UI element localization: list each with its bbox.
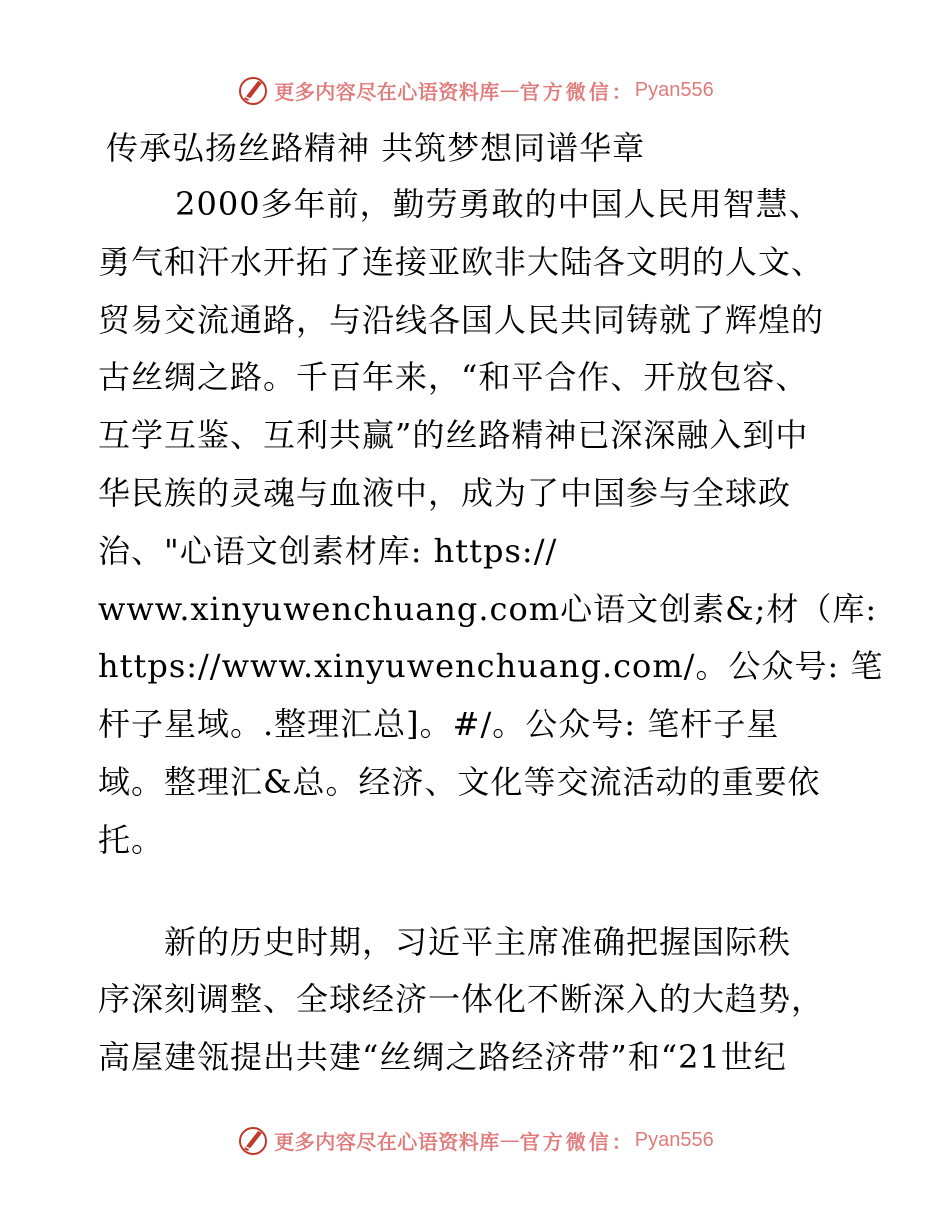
text-line: 互学互鉴、互利共赢”的丝路精神已深深融入到中 bbox=[98, 416, 809, 455]
footer-separator: — bbox=[499, 1128, 520, 1152]
text-line: 华民族的灵魂与血液中，成为了中国参与全球政 bbox=[98, 473, 792, 512]
text-line: 序深刻调整、全球经济一体化不断深入的大趋势， bbox=[98, 980, 825, 1019]
paragraph-1 bbox=[98, 176, 884, 870]
header-banner bbox=[0, 70, 950, 110]
header-official-label: 官方微信： bbox=[519, 79, 635, 104]
header-brand-text: 更多内容尽在心语资料库 bbox=[274, 79, 500, 104]
text-line: 托。 bbox=[98, 820, 165, 859]
document-title: 传承弘扬丝路精神 共筑梦想同谱华章 bbox=[106, 129, 646, 167]
header-wechat-id: Pyan556 bbox=[634, 78, 714, 101]
paragraph-2 bbox=[98, 914, 858, 1087]
quill-pen-icon bbox=[236, 1123, 270, 1157]
text-line: 杆子星域。.整理汇总]。#/。公众号: 笔杆子星 bbox=[98, 705, 780, 744]
quill-pen-icon bbox=[236, 73, 270, 107]
footer-banner bbox=[0, 1120, 950, 1160]
text-line: 贸易交流通路，与沿线各国人民共同铸就了辉煌的 bbox=[98, 300, 825, 339]
footer-official-label: 官方微信： bbox=[519, 1129, 635, 1154]
text-line: 新的历史时期，习近平主席准确把握国际秩 bbox=[98, 922, 792, 961]
text-line: 高屋建瓴提出共建“丝绸之路经济带”和“21世纪 bbox=[98, 1038, 787, 1077]
text-line: https://www.xinyuwenchuang.com/。公众号: 笔 bbox=[98, 647, 884, 686]
text-line: 治、"心语文创素材库: https:// bbox=[98, 531, 558, 570]
text-line: www.xinyuwenchuang.com心语文创素&;材（库: bbox=[98, 589, 878, 628]
header-separator: — bbox=[499, 78, 520, 102]
document-body bbox=[98, 176, 884, 1087]
footer-brand-text: 更多内容尽在心语资料库 bbox=[274, 1129, 500, 1154]
text-line: 域。整理汇&总。经济、文化等交流活动的重要依 bbox=[98, 762, 821, 801]
footer-wechat-id: Pyan556 bbox=[634, 1128, 714, 1151]
paragraph-gap bbox=[98, 870, 858, 914]
text-line: 古丝绸之路。千百年来，“和平合作、开放包容、 bbox=[98, 358, 809, 397]
text-line: 2000多年前，勤劳勇敢的中国人民用智慧、 bbox=[98, 185, 822, 223]
text-line: 勇气和汗水开拓了连接亚欧非大陆各文明的人文、 bbox=[98, 242, 825, 281]
